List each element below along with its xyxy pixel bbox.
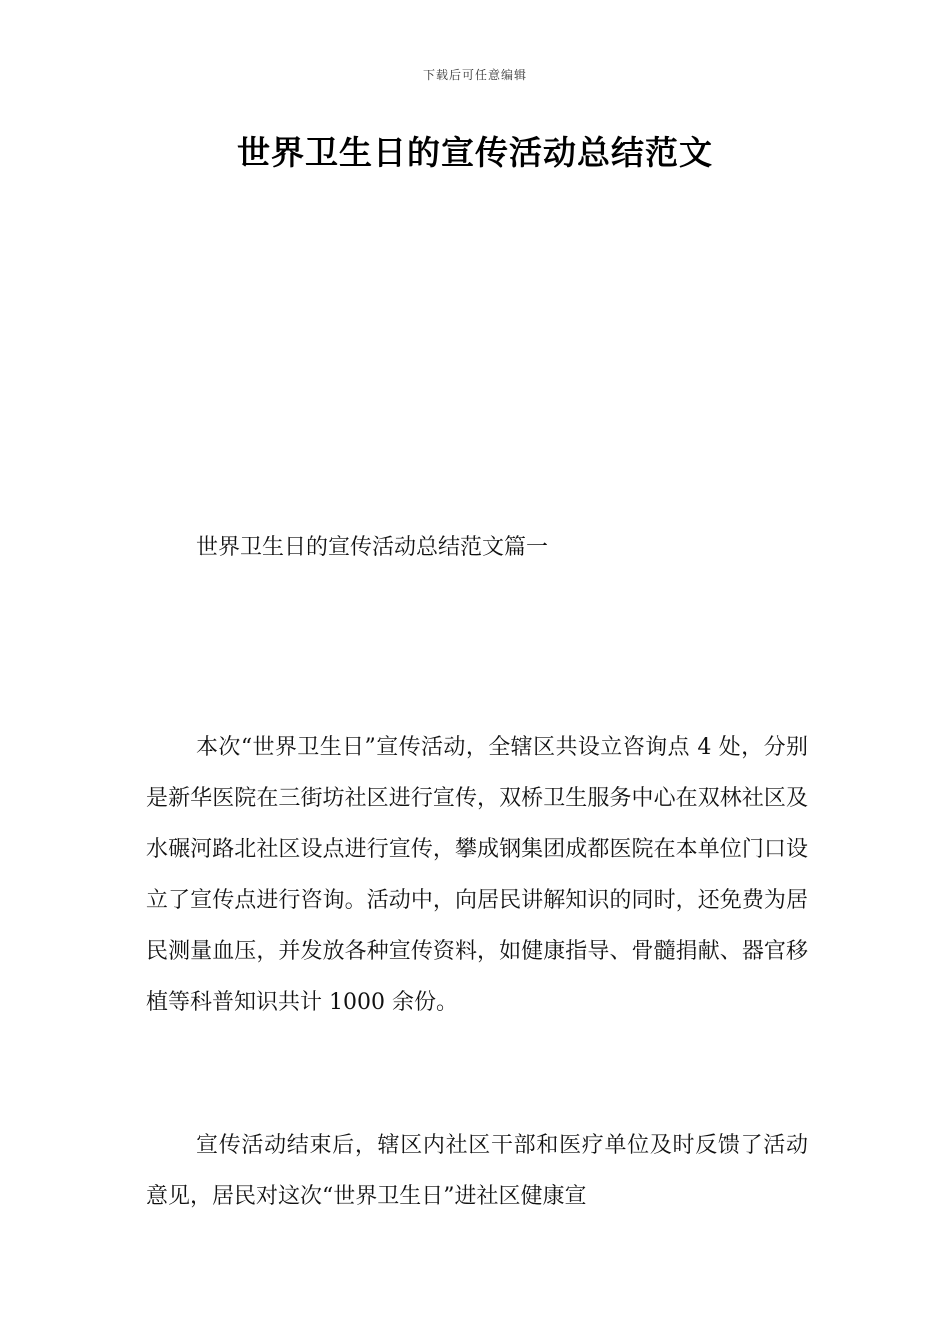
document-title: 世界卫生日的宣传活动总结范文 (237, 133, 713, 172)
header-note: 下载后可任意编辑 (422, 68, 527, 82)
body-paragraph-2: 宣传活动结束后，辖区内社区干部和医疗单位及时反馈了活动意见，居民对这次“世界卫生日”进社区健康宣 (146, 1133, 808, 1209)
body-paragraph-1: 本次“世界卫生日”宣传活动，全辖区共设立咨询点 4 处，分别是新华医院在三街坊社区进行宣传，双桥卫生服务中心在双林社区及水碾河路北社区设点进行宣传，攀成钢集团成都医院在本单位门口设立了宣传点进行咨询。活动中，向居民讲解知识的同时，还免费为居民测量血压，并发放各种宣传资料，如健康指导、骨髓捐献、器官移植等科普知识共计 1000 余份。 (146, 735, 808, 1015)
section-heading: 世界卫生日的宣传活动总结范文篇一 (196, 535, 549, 560)
